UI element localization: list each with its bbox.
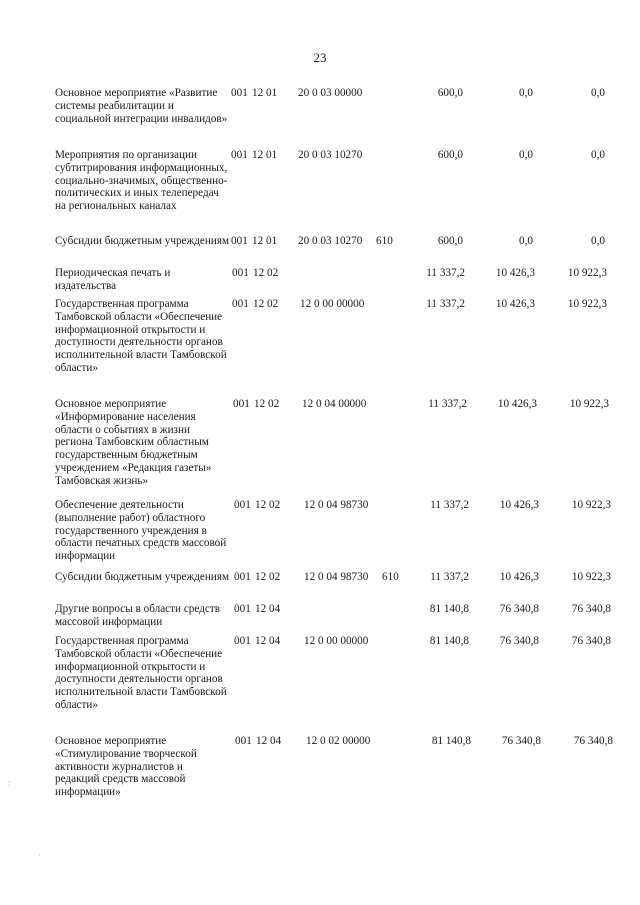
- row-section-code: 12 02: [253, 267, 279, 279]
- row-amount-3: 10 922,3: [571, 571, 611, 583]
- row-amount-3: 0,0: [591, 149, 605, 161]
- row-target-code: 20 0 03 00000: [298, 87, 363, 99]
- row-name: Субсидии бюджетным учреждениям: [55, 571, 230, 583]
- row-amount-1: 11 337,2: [430, 499, 469, 511]
- row-section-code: 12 02: [253, 298, 279, 310]
- row-admin-code: 001: [231, 149, 248, 161]
- scan-mark: :: [8, 778, 11, 788]
- row-name: Другие вопросы в области средств массовой информации: [55, 603, 221, 628]
- row-name: Периодическая печать и издательства: [55, 267, 171, 292]
- row-amount-3: 0,0: [591, 235, 605, 247]
- row-amount-2: 10 426,3: [497, 398, 537, 410]
- row-admin-code: 001: [234, 571, 251, 583]
- row-admin-code: 001: [234, 499, 251, 511]
- row-admin-code: 001: [232, 298, 249, 310]
- row-amount-1: 81 140,8: [429, 603, 469, 615]
- row-amount-2: 76 340,8: [499, 635, 539, 647]
- row-amount-1: 81 140,8: [429, 635, 469, 647]
- row-amount-2: 76 340,8: [501, 735, 541, 747]
- row-expense-type: 610: [376, 235, 393, 247]
- row-amount-3: 10 922,3: [567, 298, 607, 310]
- page-number: 23: [313, 50, 327, 65]
- row-admin-code: 001: [235, 735, 252, 747]
- row-amount-3: 76 340,8: [571, 635, 611, 647]
- row-name: Обеспечение деятельности (выполнение работ) областного государственного учреждения в области печатных средств массовой информации: [55, 499, 227, 563]
- row-amount-2: 0,0: [519, 87, 533, 99]
- row-amount-3: 0,0: [591, 87, 605, 99]
- row-name: Государственная программа Тамбовской области «Обеспечение информационной открытости и доступности деятельности органов исполнительной власти Тамбовской области»: [55, 298, 227, 374]
- row-target-code: 12 0 04 98730: [304, 571, 369, 583]
- row-name: Основное мероприятие «Информирование населения области о событиях в жизни региона Тамбовским областным государственным бюджетным учреждением «Редакция газеты» Тамбовская жизнь»: [55, 398, 212, 487]
- row-amount-2: 0,0: [519, 149, 533, 161]
- row-amount-3: 10 922,3: [571, 499, 611, 511]
- row-name: Субсидии бюджетным учреждениям: [55, 235, 230, 247]
- row-target-code: 20 0 03 10270: [298, 149, 363, 161]
- row-admin-code: 001: [234, 635, 251, 647]
- row-name: Мероприятия по организации субтитрирования информационных, социально-значимых, общественно-политических и иных телепередач на региональных каналах: [55, 149, 228, 213]
- row-amount-3: 10 922,3: [567, 267, 607, 279]
- row-amount-2: 76 340,8: [499, 603, 539, 615]
- row-admin-code: 001: [233, 398, 250, 410]
- row-target-code: 12 0 04 00000: [302, 398, 367, 410]
- row-amount-3: 76 340,8: [571, 603, 611, 615]
- row-target-code: 12 0 02 00000: [306, 735, 371, 747]
- row-admin-code: 001: [231, 87, 248, 99]
- row-amount-2: 10 426,3: [499, 571, 539, 583]
- row-section-code: 12 04: [255, 635, 281, 647]
- row-amount-2: 10 426,3: [499, 499, 539, 511]
- row-section-code: 12 02: [254, 398, 280, 410]
- row-amount-1: 81 140,8: [431, 735, 471, 747]
- row-amount-1: 11 337,2: [428, 398, 467, 410]
- row-amount-1: 11 337,2: [426, 298, 465, 310]
- row-section-code: 12 04: [256, 735, 282, 747]
- row-amount-1: 600,0: [437, 87, 463, 99]
- row-amount-1: 600,0: [437, 235, 463, 247]
- row-amount-2: 10 426,3: [495, 298, 535, 310]
- row-amount-1: 600,0: [437, 149, 463, 161]
- row-section-code: 12 02: [255, 571, 281, 583]
- row-name: Государственная программа Тамбовской области «Обеспечение информационной открытости и доступности деятельности органов исполнительной власти Тамбовской области»: [55, 635, 227, 711]
- row-expense-type: 610: [382, 571, 399, 583]
- row-target-code: 12 0 04 98730: [304, 499, 369, 511]
- row-section-code: 12 02: [255, 499, 281, 511]
- row-target-code: 20 0 03 10270: [298, 235, 363, 247]
- row-section-code: 12 04: [255, 603, 281, 615]
- row-admin-code: 001: [232, 267, 249, 279]
- row-name: Основное мероприятие «Стимулирование творческой активности журналистов и редакций средств массовой информации»: [55, 735, 197, 799]
- row-section-code: 12 01: [252, 87, 278, 99]
- row-section-code: 12 01: [252, 149, 278, 161]
- row-target-code: 12 0 00 00000: [300, 298, 365, 310]
- row-admin-code: 001: [234, 603, 251, 615]
- row-amount-1: 11 337,2: [430, 571, 469, 583]
- budget-table: [0, 87, 640, 807]
- row-amount-3: 10 922,3: [569, 398, 609, 410]
- row-admin-code: 001: [231, 235, 248, 247]
- row-name: Основное мероприятие «Развитие системы реабилитации и социальной интеграции инвалидов»: [55, 87, 228, 125]
- row-amount-2: 0,0: [519, 235, 533, 247]
- row-amount-1: 11 337,2: [426, 267, 465, 279]
- scan-mark: ·: [38, 850, 41, 860]
- row-target-code: 12 0 00 00000: [304, 635, 369, 647]
- row-section-code: 12 01: [252, 235, 278, 247]
- row-amount-2: 10 426,3: [495, 267, 535, 279]
- row-amount-3: 76 340,8: [573, 735, 613, 747]
